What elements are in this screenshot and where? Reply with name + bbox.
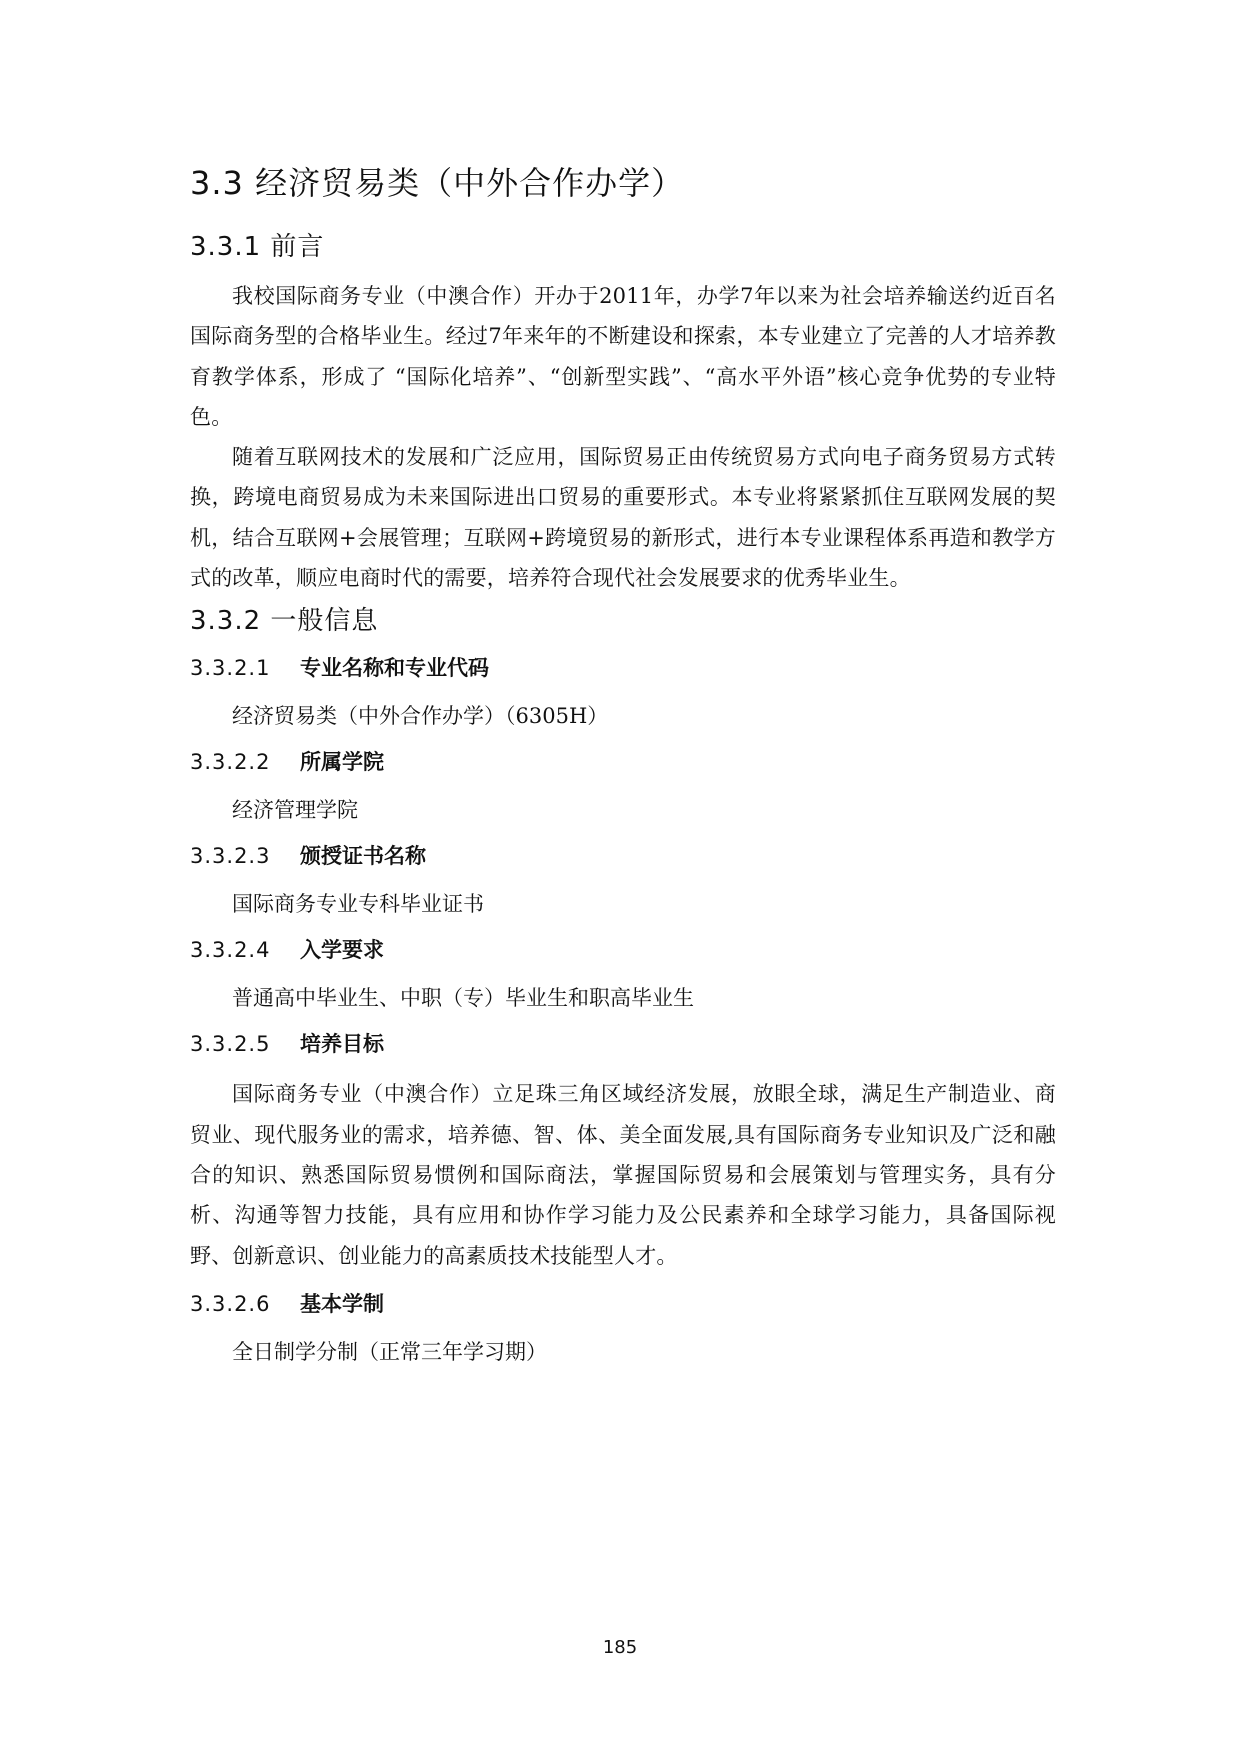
subsection-body: 全日制学分制（正常三年学习期）: [232, 1339, 547, 1364]
subsection-title: 入学要求: [300, 938, 384, 963]
subsection-title: 培养目标: [300, 1032, 384, 1057]
subsection-number: 3.3.2.2: [190, 750, 271, 775]
subsection-heading: [190, 744, 1056, 780]
subsection-heading: [190, 932, 1056, 968]
preface-paragraph: 随着互联网技术的发展和广泛应用，国际贸易正由传统贸易方式向电子商务贸易方式转换，跨境电商贸易成为未来国际进出口贸易的重要形式。本专业将紧紧抓住互联网发展的契机，结合互联网+会展管理；互联网+跨境贸易的新形式，进行本专业课程体系再造和教学方式的改革，顺应电商时代的需要，培养符合现代社会发展要求的优秀毕业生。: [190, 445, 1056, 591]
page-content: [190, 160, 1056, 1380]
subsection-title: 所属学院: [300, 750, 384, 775]
subsection-number: 3.3.2.5: [190, 1032, 271, 1057]
general-info-heading: 3.3.2 一般信息: [190, 606, 379, 637]
preface-paragraph: 我校国际商务专业（中澳合作）开办于2011年，办学7年以来为社会培养输送约近百名国际商务型的合格毕业生。经过7年来年的不断建设和探索，本专业建立了完善的人才培养教育教学体系，形成了 “国际化培养”、“创新型实践”、“高水平外语”核心竞争优势的专业特色。: [190, 284, 1056, 429]
subsection-body: 国际商务专业专科毕业证书: [232, 892, 484, 917]
subsection-heading: [190, 838, 1056, 874]
subsection-title: 基本学制: [300, 1291, 384, 1316]
subsection-heading: [190, 1286, 1056, 1322]
subsection-number: 3.3.2.4: [190, 938, 271, 963]
subsection-number: 3.3.2.1: [190, 656, 271, 681]
subsection-heading: [190, 650, 1056, 686]
subsection-number: 3.3.2.3: [190, 844, 271, 869]
subsection-body: 国际商务专业（中澳合作）立足珠三角区域经济发展，放眼全球，满足生产制造业、商贸业、现代服务业的需求，培养德、智、体、美全面发展,具有国际商务专业知识及广泛和融合的知识、熟悉国际贸易惯例和国际商法，掌握国际贸易和会展策划与管理实务，具有分析、沟通等智力技能，具有应用和协作学习能力及公民素养和全球学习能力，具备国际视野、创新意识、创业能力的高素质技术技能型人才。: [190, 1082, 1056, 1268]
subsection-body: 经济贸易类（中外合作办学）（6305H）: [232, 704, 609, 729]
subsection-body: 经济管理学院: [232, 798, 358, 823]
section-title: 3.3 经济贸易类（中外合作办学）: [190, 164, 685, 202]
subsection-heading: [190, 1026, 1056, 1062]
subsection-title: 专业名称和专业代码: [300, 656, 489, 681]
page-number: 185: [602, 1637, 638, 1658]
preface-heading: 3.3.1 前言: [190, 232, 325, 262]
subsection-body: 普通高中毕业生、中职（专）毕业生和职高毕业生: [232, 986, 694, 1011]
subsection-number: 3.3.2.6: [190, 1291, 271, 1316]
subsection-title: 颁授证书名称: [300, 844, 426, 869]
